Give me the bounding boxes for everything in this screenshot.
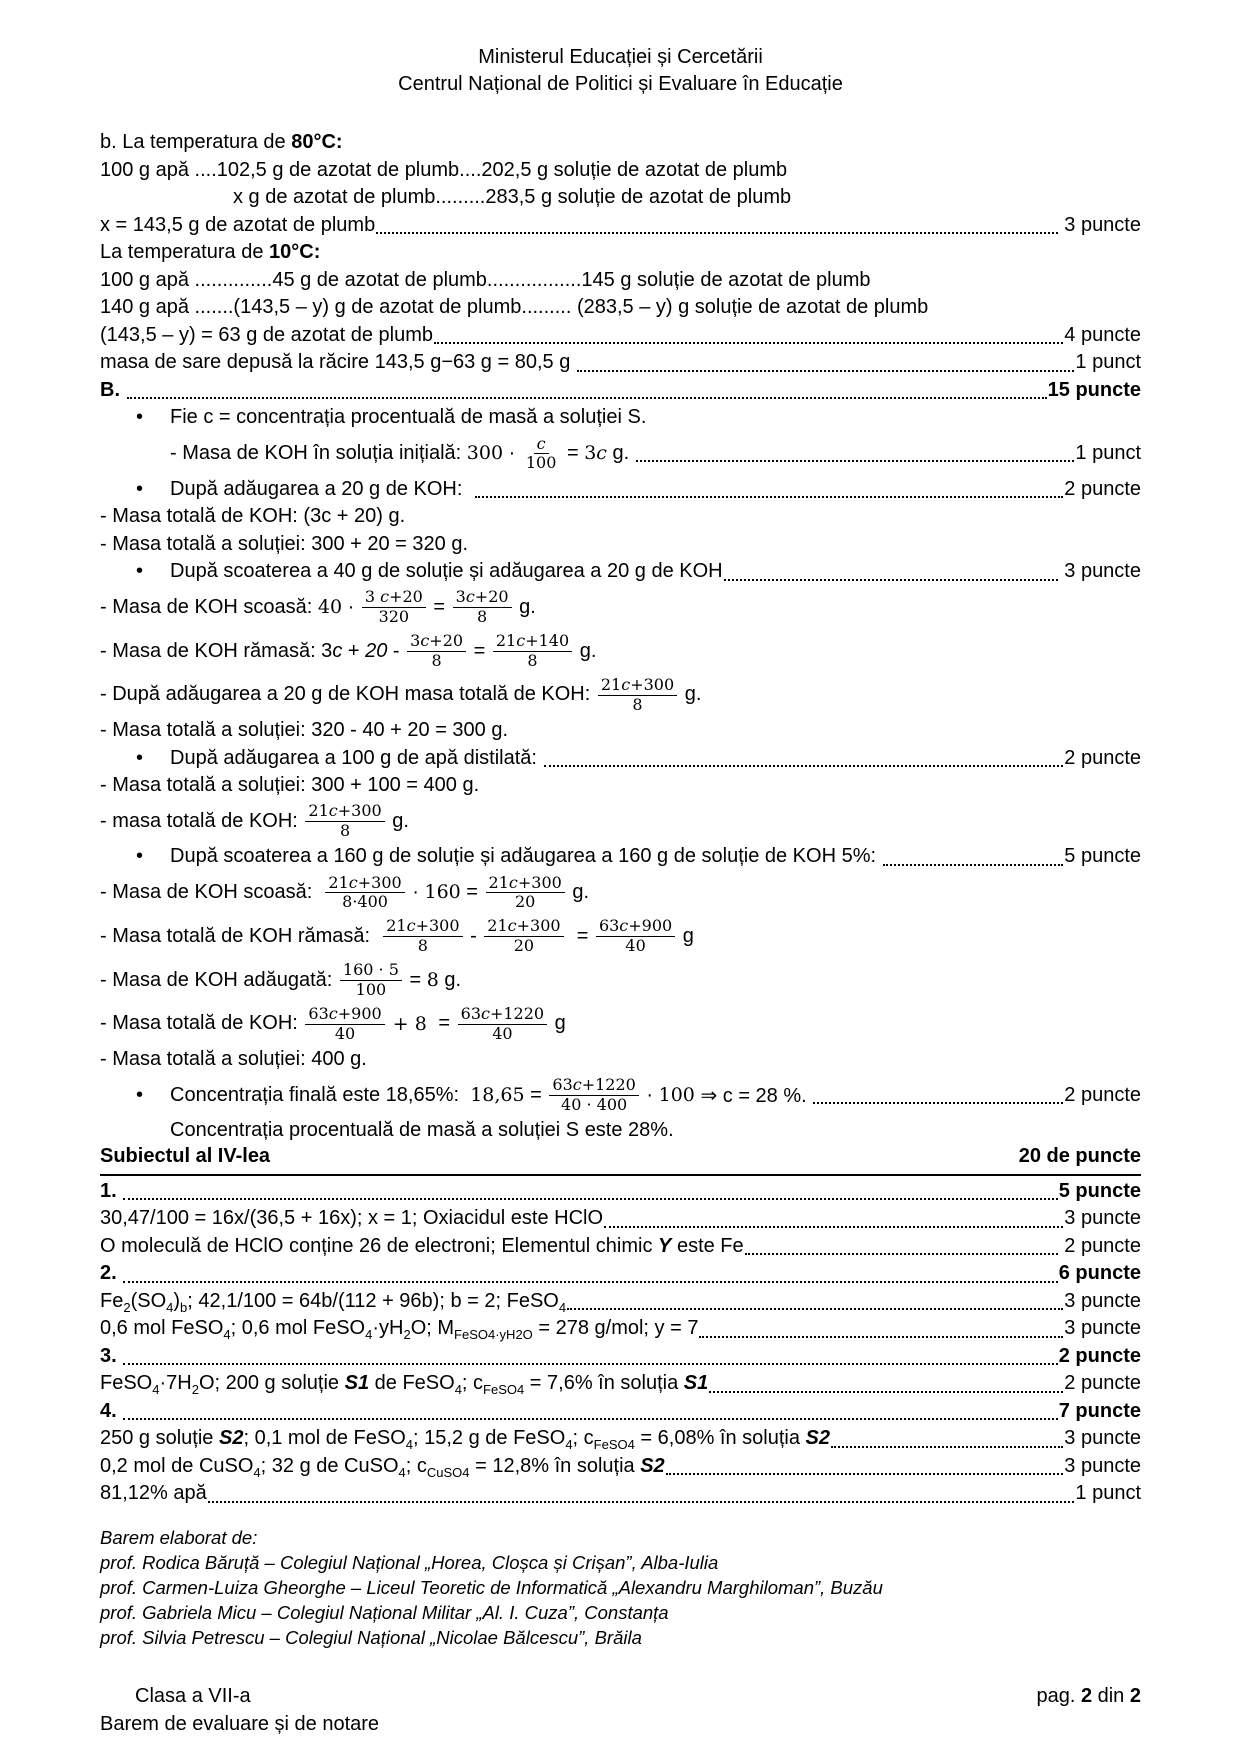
content-line: 0,2 mol de CuSO 4 ; 32 g de CuSO 4 ; c CuSO4 = 12,8% în soluția S2 3 puncte <box>100 1454 1141 1480</box>
subscript: FeSO4 <box>483 1382 525 1398</box>
subscript: 2 <box>191 1382 199 1398</box>
subscript: 4 <box>166 1299 174 1315</box>
content-line: - După adăugarea a 20 g de KOH masa totală de KOH: $\frac{21c+300}{8}$ g. <box>100 674 702 714</box>
footer-left <box>100 1682 379 1738</box>
content-line: - Masa totală a soluției: 320 - 40 + 20 = 300 g. <box>100 719 509 741</box>
dot-leader <box>123 1265 1058 1283</box>
content-line: 3. 2 puncte <box>100 1344 1141 1367</box>
fraction: $\frac{c}{100}$ <box>525 433 557 473</box>
dot-leader <box>636 444 1075 462</box>
fraction: $\frac{63c+900}{40}$ <box>596 917 675 955</box>
math-text: 40 <box>317 596 343 619</box>
page-number: 2 <box>1080 1684 1093 1707</box>
page-total: 2 <box>1129 1684 1141 1707</box>
page-separator: din <box>1092 1684 1130 1707</box>
ministry-line-2: Centrul Național de Politici și Evaluare în Educație <box>398 73 843 95</box>
bullet-marker: • <box>136 477 144 500</box>
subscript: FeSO4 <box>593 1437 635 1453</box>
subscript: 4 <box>365 1327 373 1343</box>
fraction: $\frac{21c+300}{8}$ <box>383 917 462 955</box>
content-line: (143,5 – y) = 63 g de azotat de plumb 4 puncte <box>100 323 1141 346</box>
dot-leader <box>567 1292 1063 1310</box>
content-line: Concentrația procentuală de masă a soluției S este 28%. <box>170 1119 674 1142</box>
author-line: prof. Carmen-Luiza Gheorghe – Liceul Teoretic de Informatică „Alexandru Marghiloman”, Buzău <box>100 1576 883 1598</box>
content-line: 100 g apă ....102,5 g de azotat de plumb....202,5 g soluție de azotat de plumb <box>100 158 788 181</box>
content-lines <box>100 129 1141 1508</box>
bullet-marker: • <box>136 1083 144 1106</box>
content-line: • După adăugarea a 100 g de apă distilată: 2 puncte <box>136 746 1141 769</box>
fraction: $\frac{21c+140}{8}$ <box>493 632 572 670</box>
subject-points: 20 de puncte <box>1018 1144 1141 1167</box>
math-text: 8 <box>426 969 439 992</box>
fraction: $\frac{21c+300}{8}$ <box>598 676 677 714</box>
subscript: 4 <box>223 1327 231 1343</box>
dot-leader <box>123 1347 1058 1365</box>
dot-leader <box>475 480 1064 498</box>
subscript: 4 <box>565 1437 573 1453</box>
content-line: - Masa de KOH scoasă: $\frac{21c+300}{8\cdot 400}$ · 160 = $\frac{21c+300}{20}$ g. <box>100 872 590 912</box>
dot-leader <box>376 216 1058 234</box>
subscript: 4 <box>398 1464 406 1480</box>
content-line: 81,12% apă 1 punct <box>100 1482 1141 1505</box>
math-text: 300 <box>466 442 504 465</box>
bullet-marker: • <box>136 845 144 868</box>
fraction: $\frac{3c+20}{8}$ <box>453 588 512 626</box>
dot-leader <box>883 848 1064 866</box>
content-line: 2. 6 puncte <box>100 1262 1141 1285</box>
math-text: + 8 <box>386 1012 433 1035</box>
content-line: FeSO 4 ·7H 2 O; 200 g soluție S1 de FeSO 4 ; c FeSO4 = 7,6% în soluția S1 2 puncte <box>100 1372 1141 1398</box>
content-line: - Masa totală a soluției: 300 + 20 = 320 g. <box>100 532 469 555</box>
dot-leader <box>604 1210 1063 1228</box>
content-line: 100 g apă ..............45 g de azotat de plumb.................145 g soluție de azotat de plumb <box>100 268 871 291</box>
content-line: - Masa totală de KOH rămasă: $\frac{21c+300}{8}$ - $\frac{21c+300}{20}$ = $\frac{63c+900}{40}$ g <box>100 916 694 956</box>
page-prefix: pag. <box>1036 1684 1081 1707</box>
content-line: • Concentrația finală este 18,65%: 18,65 = $\frac{63c+1220}{40 \cdot 400}$ · 100 ⇒ c = 28 %. 2 puncte <box>136 1075 1141 1115</box>
content-line: • După adăugarea a 20 g de KOH: 2 puncte <box>136 477 1141 500</box>
content-line: - Masa totală a soluției: 400 g. <box>100 1048 367 1071</box>
content-line: b. La temperatura de 80°C: <box>100 131 343 154</box>
subscript: 4 <box>253 1464 261 1480</box>
content-line: x = 143,5 g de azotat de plumb 3 puncte <box>100 213 1141 236</box>
subscript: 4 <box>558 1299 567 1315</box>
fraction: $\frac{21c+300}{8\cdot 400}$ <box>325 874 404 912</box>
content-line: B. 15 puncte <box>100 378 1141 401</box>
fraction: $\frac{21c+300}{20}$ <box>486 874 565 912</box>
content-line: - Masa totală de KOH: (3c + 20) g. <box>100 505 406 528</box>
math-text: 160 <box>424 881 461 904</box>
dot-leader <box>724 563 1058 581</box>
dot-leader <box>123 1182 1058 1200</box>
fraction: $\frac{3 c+20}{320}$ <box>362 588 426 626</box>
dot-leader <box>577 354 1075 372</box>
math-text: 3c <box>584 442 607 465</box>
dot-leader <box>123 1402 1058 1420</box>
page-indicator <box>1036 1682 1141 1710</box>
math-text: 100 <box>658 1084 695 1107</box>
dot-leader <box>699 1320 1063 1338</box>
dot-leader <box>813 1086 1063 1104</box>
dot-leader <box>127 381 1047 399</box>
content-line: - Masa de KOH rămasă: 3 c + 20 - $\frac{3c+20}{8}$ = $\frac{21c+140}{8}$ g. <box>100 631 597 671</box>
document-type-label: Barem de evaluare și de notare <box>100 1712 380 1735</box>
content-line: - Masa de KOH scoasă: 40 · $\frac{3 c+20}{320}$ = $\frac{3c+20}{8}$ g. <box>100 587 536 627</box>
bullet-marker: • <box>136 560 144 583</box>
author-line: prof. Gabriela Micu – Colegiul Național Militar „Al. I. Cuza”, Constanța <box>100 1601 669 1623</box>
class-label: Clasa a VII-a <box>135 1684 251 1707</box>
content-line: - masa totală de KOH: $\frac{21c+300}{8}$ g. <box>100 801 409 841</box>
content-line: x g de azotat de plumb.........283,5 g soluție de azotat de plumb <box>233 186 792 209</box>
authors-list <box>100 1550 1141 1650</box>
fraction: $\frac{63c+1220}{40 \cdot 400}$ <box>549 1076 638 1114</box>
content-line: 0,6 mol FeSO 4 ; 0,6 mol FeSO 4 ·yH 2 O; M FeSO4·yH2O = 278 g/mol; y = 7 3 puncte <box>100 1317 1141 1343</box>
content-line: 4. 7 puncte <box>100 1399 1141 1422</box>
subscript: FeSO4·yH2O <box>454 1327 533 1343</box>
dot-leader <box>709 1375 1063 1393</box>
content-line: • După scoaterea a 40 g de soluție și adăugarea a 20 g de KOH 3 puncte <box>136 560 1141 583</box>
subscript: 2 <box>403 1327 411 1343</box>
content-line: 140 g apă .......(143,5 – y) g de azotat de plumb......... (283,5 – y) g soluție de azotat de plumb <box>100 296 929 319</box>
dot-leader <box>831 1430 1063 1448</box>
subscript: CuSO4 <box>426 1464 470 1480</box>
content-line: - Masa totală de KOH: $\frac{63c+900}{40}$ + 8 = $\frac{63c+1220}{40}$ g <box>100 1004 566 1043</box>
subscript: 4 <box>152 1382 160 1398</box>
content-line: 30,47/100 = 16x/(36,5 + 16x); x = 1; Oxiacidul este HClO 3 puncte <box>100 1207 1141 1230</box>
content-line: • Fie c = concentrația procentuală de masă a soluției S. <box>136 406 647 429</box>
content-line: 250 g soluție S2 ; 0,1 mol de FeSO 4 ; 15,2 g de FeSO 4 ; c FeSO4 = 6,08% în soluția S2 3 puncte <box>100 1427 1141 1453</box>
content-line: Fe 2 (SO 4 ) b ; 42,1/100 = 64b/(112 + 96b); b = 2; FeSO 4 3 puncte <box>100 1289 1141 1315</box>
authors-label: Barem elaborat de: <box>100 1526 258 1548</box>
subscript: 4 <box>405 1437 413 1453</box>
content-line: La temperatura de 10°C: <box>100 241 321 264</box>
bullet-marker: • <box>136 746 144 769</box>
dot-leader <box>666 1457 1064 1475</box>
fraction: $\frac{63c+900}{40}$ <box>305 1005 384 1043</box>
content-line: 1. 5 puncte <box>100 1179 1141 1202</box>
page-footer <box>100 1682 1141 1738</box>
dot-leader <box>434 326 1063 344</box>
fraction: $\frac{3c+20}{8}$ <box>407 632 466 670</box>
dot-leader <box>208 1485 1075 1503</box>
content-line: - Masa de KOH adăugată: $\frac{160 \cdot 5}{100}$ = 8 g. <box>100 960 462 1000</box>
subscript: 2 <box>123 1299 131 1315</box>
ministry-line-1: Ministerul Educației și Cercetării <box>478 46 763 68</box>
dot-leader <box>745 1237 1058 1255</box>
content-line: masa de sare depusă la răcire 143,5 g−63 g = 80,5 g 1 punct <box>100 351 1141 374</box>
math-text: 18,65 <box>470 1084 525 1107</box>
subject-title: Subiectul al IV-lea <box>100 1144 271 1167</box>
author-line: prof. Rodica Băruță – Colegiul Național „Horea, Cloșca și Crișan”, Alba-Iulia <box>100 1551 719 1573</box>
bullet-marker: • <box>136 406 144 429</box>
subscript: b <box>180 1299 188 1315</box>
fraction: $\frac{21c+300}{8}$ <box>305 802 384 840</box>
fraction: $\frac{63c+1220}{40}$ <box>458 1005 547 1043</box>
subject-heading <box>100 1145 1141 1176</box>
content-line: • După scoaterea a 160 g de soluție și adăugarea a 160 g de soluție de KOH 5%: 5 puncte <box>136 845 1141 868</box>
dot-leader <box>544 749 1064 767</box>
content-line: O moleculă de HClO conține 26 de electroni; Elementul chimic Y este Fe 2 puncte <box>100 1234 1141 1257</box>
content-line: - Masa de KOH în soluția inițială: 300 · $\frac{c}{100}$ = 3c g. 1 punct <box>170 433 1141 473</box>
ministry-header <box>100 44 1141 98</box>
content-line: - Masa totală a soluției: 300 + 100 = 400 g. <box>100 774 480 796</box>
subscript: 4 <box>454 1382 462 1398</box>
authors-block <box>100 1525 1141 1650</box>
fraction: $\frac{160 \cdot 5}{100}$ <box>340 961 402 999</box>
fraction: $\frac{21c+300}{20}$ <box>484 917 563 955</box>
author-line: prof. Silvia Petrescu – Colegiul Național „Nicolae Bălcescu”, Brăila <box>100 1626 642 1648</box>
